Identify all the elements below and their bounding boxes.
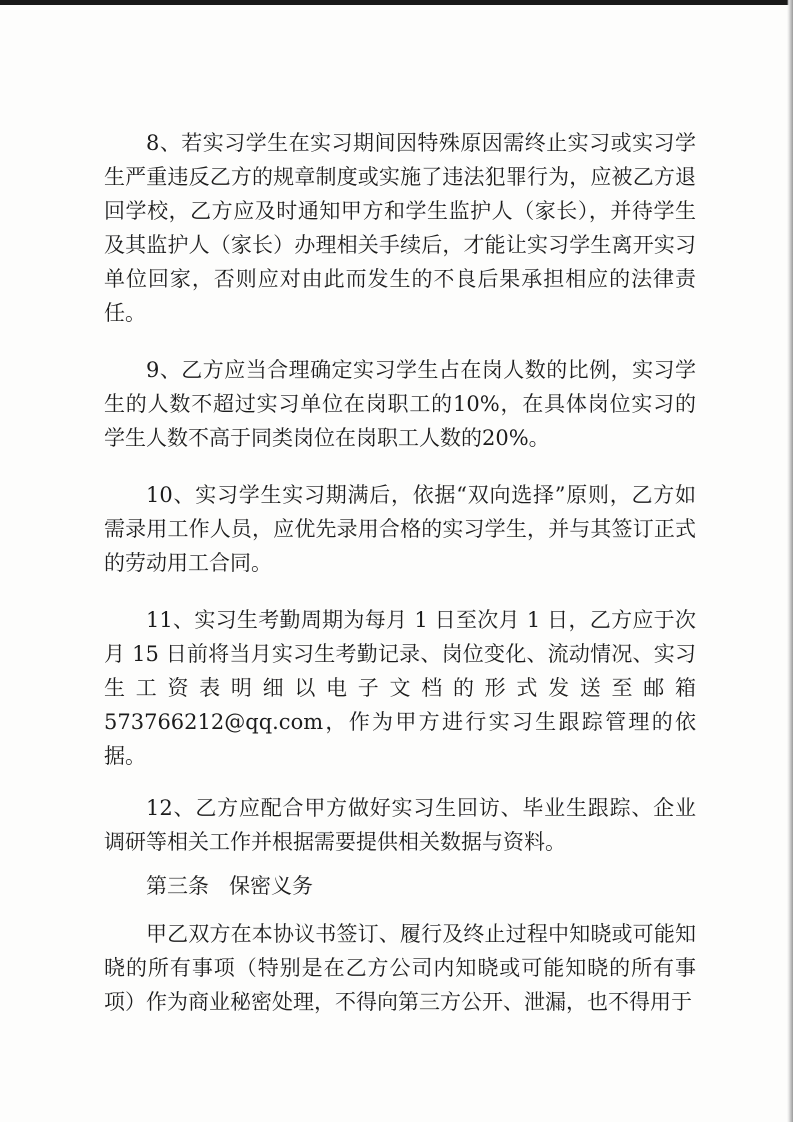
clause-11: 11、实习生考勤周期为每月 1 日至次月 1 日，乙方应于次月 15 日前将当月实习生考勤记录、岗位变化、流动情况、实习生工资表明细以电子文档的形式发送至邮箱573766212@qq.com，作为甲方进行实习生跟踪管理的依据。 xyxy=(104,608,696,768)
clause-9: 9、乙方应当合理确定实习学生占在岗人数的比例，实习学生的人数不超过实习单位在岗职工的10%，在具体岗位实习的学生人数不高于同类岗位在岗职工人数的20%。 xyxy=(104,358,696,450)
scan-edge-right xyxy=(787,0,793,1122)
scan-edge-top xyxy=(0,0,793,5)
document-body xyxy=(104,126,696,1019)
clause-8: 8、若实习学生在实习期间因特殊原因需终止实习或实习学生严重违反乙方的规章制度或实施了违法犯罪行为，应被乙方退回学校，乙方应及时通知甲方和学生监护人（家长），并待学生及其监护人（家长）办理相关手续后，才能让实习学生离开实习单位回家，否则应对由此而发生的不良后果承担相应的法律责任。 xyxy=(104,131,696,325)
article-3-heading: 第三条 保密义务 xyxy=(146,874,314,898)
clause-10: 10、实习学生实习期满后，依据“双向选择”原则，乙方如需录用工作人员，应优先录用合格的实习学生，并与其签订正式的劳动用工合同。 xyxy=(104,483,696,575)
clause-12: 12、乙方应配合甲方做好实习生回访、毕业生跟踪、企业调研等相关工作并根据需要提供相关数据与资料。 xyxy=(104,796,696,854)
article-3-text: 甲乙双方在本协议书签订、履行及终止过程中知晓或可能知晓的所有事项（特别是在乙方公司内知晓或可能知晓的所有事项）作为商业秘密处理，不得向第三方公开、泄漏，也不得用于 xyxy=(104,922,696,1014)
